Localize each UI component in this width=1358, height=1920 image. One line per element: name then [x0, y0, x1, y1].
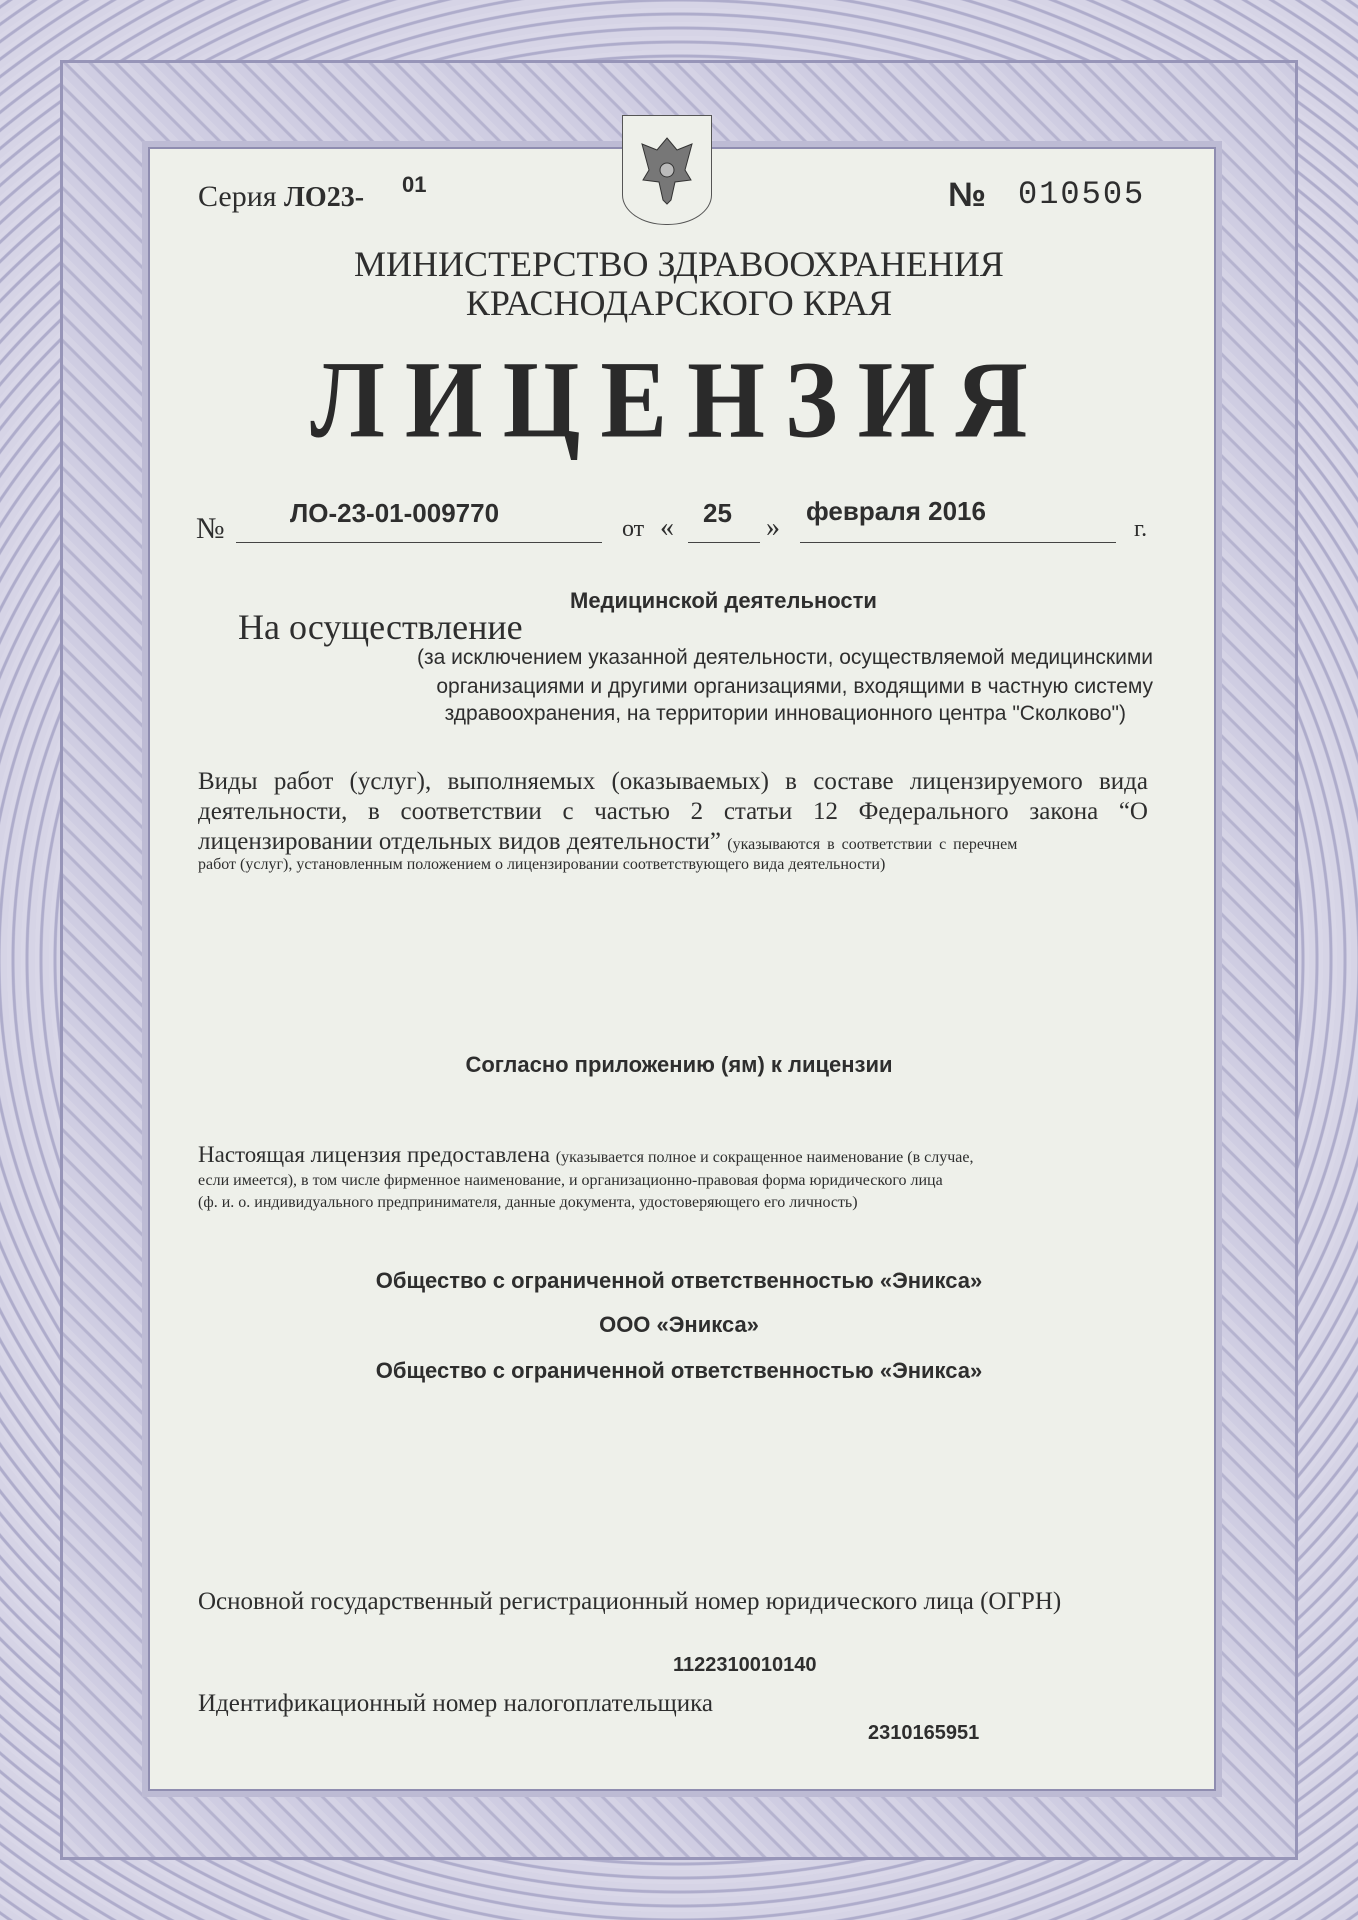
- works-line-2: деятельности, в соответствии с частью 2 статьи 12 Федерального закона “О: [198, 798, 1148, 825]
- authority-line2: КРАСНОДАРСКОГО КРАЯ: [465, 283, 893, 323]
- blank-number: 010505: [1018, 176, 1146, 213]
- activity-note-3: здравоохранения, на территории инновационного центра "Сколково"): [444, 702, 1126, 725]
- activity-note-2: организациями и другими организациями, входящими в частную систему: [436, 675, 1153, 698]
- series-suffix: 01: [402, 172, 427, 197]
- activity-note-1: (за исключением указанной деятельности, осуществляемой медицинскими: [417, 646, 1153, 669]
- license-day: 25: [703, 498, 732, 528]
- quote-open: «: [660, 512, 674, 543]
- activity-label: На осуществление: [238, 607, 523, 647]
- works-line-3: лицензировании отдельных видов деятельности” (указываются в соответствии с перечнем: [198, 828, 1018, 855]
- from-label: от: [622, 516, 645, 542]
- ogrn-value: 1122310010140: [673, 1654, 817, 1676]
- coat-of-arms-emblem: [622, 115, 712, 225]
- license-number-sign: №: [196, 512, 225, 545]
- series-label: Серия ЛО23-: [198, 180, 365, 213]
- inn-value: 2310165951: [868, 1722, 980, 1744]
- license-month-year: февраля 2016: [806, 496, 986, 526]
- authority-line1: МИНИСТЕРСТВО ЗДРАВООХРАНЕНИЯ: [354, 244, 1004, 284]
- works-line-1: Виды работ (услуг), выполняемых (оказываемых) в составе лицензируемого вида: [198, 768, 1148, 795]
- day-underline: [688, 542, 760, 543]
- granted-note-1: если имеется), в том числе фирменное наименование, и организационно-правовая форма юридического лица: [198, 1172, 943, 1189]
- document-title: ЛИЦЕНЗИЯ: [310, 338, 1048, 461]
- blank-number-sign: №: [948, 176, 986, 214]
- granted-label: Настоящая лицензия предоставлена (указывается полное и сокращенное наименование (в случае,: [198, 1142, 974, 1167]
- license-number: ЛО-23-01-009770: [290, 498, 500, 528]
- quote-close: »: [766, 512, 780, 543]
- company-short-name: ООО «Эникса»: [599, 1312, 759, 1337]
- activity-value: Медицинской деятельности: [570, 588, 877, 613]
- number-underline: [236, 542, 602, 543]
- company-full-name: Общество с ограниченной ответственностью «Эникса»: [375, 1268, 983, 1293]
- year-suffix: г.: [1134, 516, 1148, 542]
- granted-note-2: (ф. и. о. индивидуального предпринимателя, данные документа, удостоверяющего его личность): [198, 1194, 858, 1211]
- inn-label: Идентификационный номер налогоплательщика: [198, 1690, 714, 1717]
- company-brand-name: Общество с ограниченной ответственностью «Эникса»: [375, 1358, 983, 1383]
- month-underline: [800, 542, 1116, 543]
- works-value: Согласно приложению (ям) к лицензии: [465, 1052, 893, 1077]
- ogrn-label: Основной государственный регистрационный номер юридического лица (ОГРН): [198, 1588, 1062, 1615]
- works-note: работ (услуг), установленным положением о лицензировании соответствующего вида деятельности): [198, 856, 886, 873]
